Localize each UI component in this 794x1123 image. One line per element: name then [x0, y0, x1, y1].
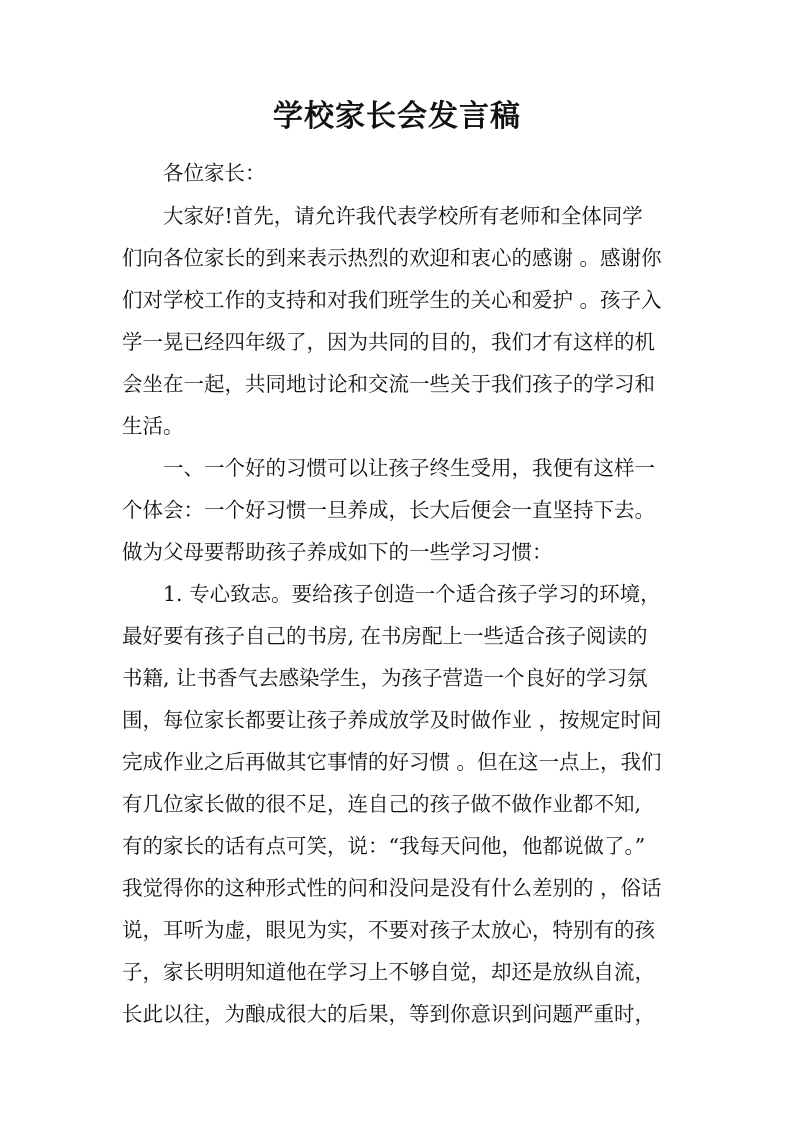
body-line: 一、一个好的习惯可以让孩子终生受用，我便有这样一 — [163, 456, 655, 480]
body-line: 做为父母要帮助孩子养成如下的一些学习习惯： — [122, 540, 553, 564]
body-line: 有的家长的话有点可笑，说：“我每天问他，他都说做了。” — [122, 834, 646, 858]
body-line: 有几位家长做的很不足，连自己的孩子做不做作业都不知, — [122, 792, 642, 816]
body-line: 学一晃已经四年级了，因为共同的目的，我们才有这样的机 — [122, 330, 655, 354]
body-line: 个体会：一个好习惯一旦养成，长大后便会一直坚持下去。 — [122, 498, 655, 522]
body-line: 最好要有孩子自己的书房, 在书房配上一些适合孩子阅读的 — [122, 624, 648, 648]
body-line: 们对学校工作的支持和对我们班学生的关心和爱护 。孩子入 — [122, 288, 662, 312]
body-line: 完成作业之后再做其它事情的好习惯 。但在这一点上，我们 — [122, 750, 662, 774]
body-line: 说，耳听为虚，眼见为实，不要对孩子太放心，特别有的孩 — [122, 918, 655, 942]
body-line: 生活。 — [122, 414, 184, 438]
body-line: 1. 专心致志。要给孩子创造一个适合孩子学习的环境， — [163, 582, 661, 606]
body-line: 会坐在一起，共同地讨论和交流一些关于我们孩子的学习和 — [122, 372, 655, 396]
body-line: 大家好!首先，请允许我代表学校所有老师和全体同学 — [163, 204, 643, 228]
body-line: 子，家长明明知道他在学习上不够自觉，却还是放纵自流， — [122, 960, 655, 984]
body-line: 我觉得你的这种形式性的问和没问是没有什么差别的 ，俗话 — [122, 876, 662, 900]
salutation: 各位家长： — [163, 161, 266, 185]
body-line: 书籍, 让书香气去感染学生，为孩子营造一个良好的学习氛 — [122, 666, 648, 690]
body-line: 围，每位家长都要让孩子养成放学及时做作业 ，按规定时间 — [122, 708, 662, 732]
body-line: 长此以往，为酿成很大的后果，等到你意识到问题严重时， — [122, 1002, 655, 1026]
document-title: 学校家长会发言稿 — [273, 99, 521, 134]
body-line: 们向各位家长的到来表示热烈的欢迎和衷心的感谢 。感谢你 — [122, 246, 662, 270]
